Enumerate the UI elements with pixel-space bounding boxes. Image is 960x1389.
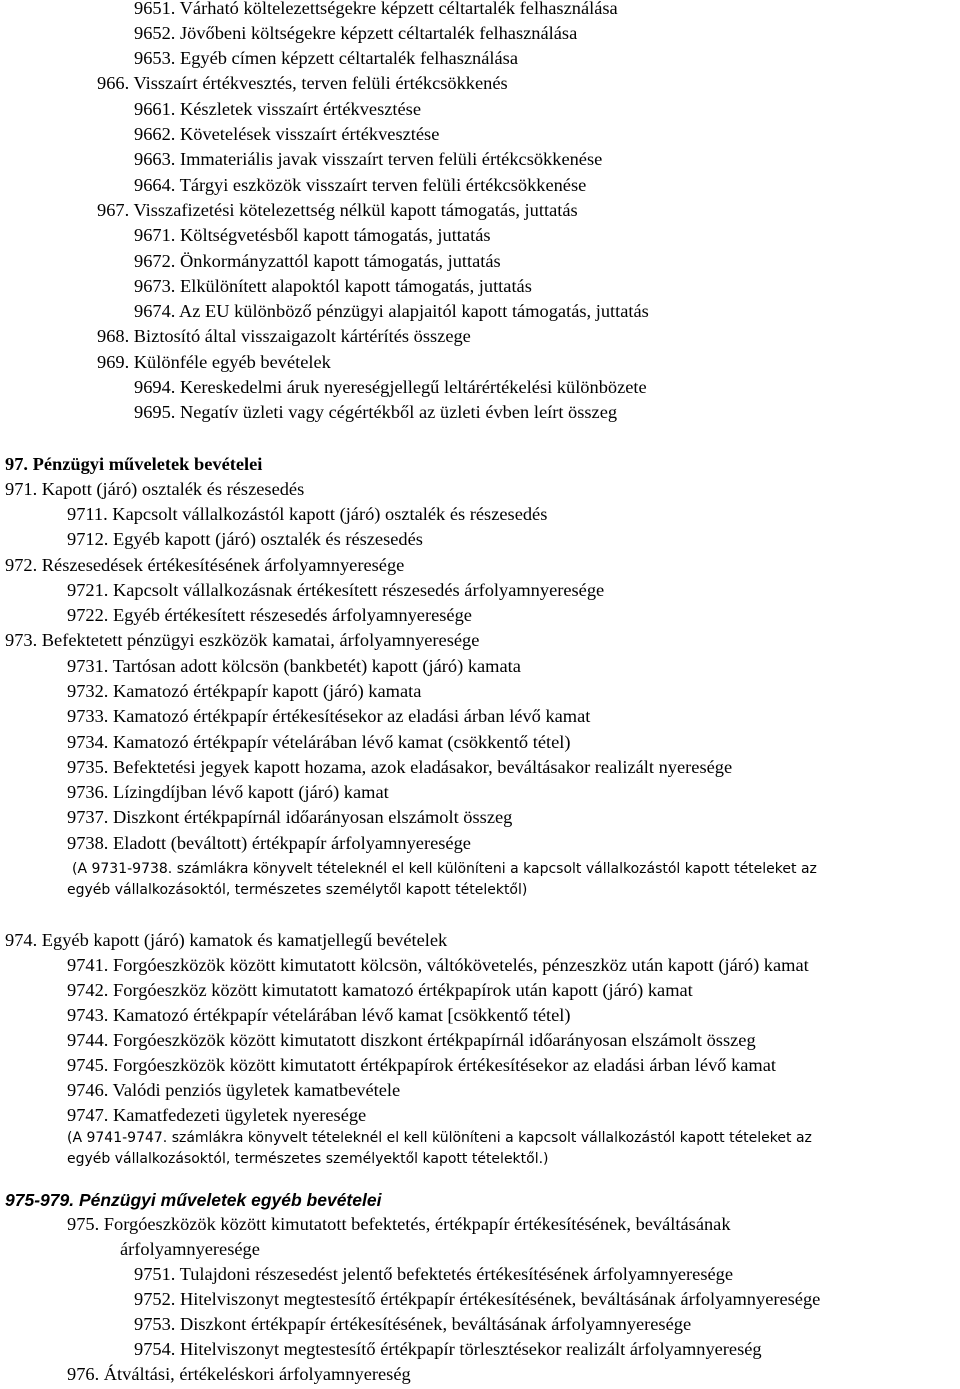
account-975: 975. Forgóeszközök között kimutatott befektetés, értékpapír értékesítésének, beváltásának: [67, 1214, 731, 1234]
account-9663: 9663. Immateriális javak visszaírt terven felüli értékcsökkenése: [134, 149, 603, 169]
account-9651: 9651. Várható költelezettségekre képzett céltartalék felhasználása: [134, 0, 618, 18]
account-9661: 9661. Készletek visszaírt értékvesztése: [134, 99, 421, 119]
account-9744: 9744. Forgóeszközök között kimutatott diszkont értékpapírnál időarányosan elszámolt összeg: [67, 1030, 756, 1050]
account-9753: 9753. Diszkont értékpapír értékesítésének, beváltásának árfolyamnyeresége: [134, 1314, 692, 1334]
account-976: 976. Átváltási, értékeléskori árfolyamnyereség: [67, 1364, 411, 1384]
account-971: 971. Kapott (járó) osztalék és részesedés: [5, 479, 305, 499]
account-9754: 9754. Hitelviszonyt megtestesítő értékpapír törlesztésekor realizált árfolyamnyereség: [134, 1339, 762, 1359]
account-966: 966. Visszaírt értékvesztés, terven felüli értékcsökkenés: [97, 73, 508, 93]
account-9653: 9653. Egyéb címen képzett céltartalék felhasználása: [134, 48, 518, 68]
account-975-continuation: árfolyamnyeresége: [120, 1239, 260, 1259]
account-9721: 9721. Kapcsolt vállalkozásnak értékesített részesedés árfolyamnyeresége: [67, 580, 605, 600]
account-9736: 9736. Lízingdíjban lévő kapott (járó) kamat: [67, 782, 389, 802]
account-9735: 9735. Befektetési jegyek kapott hozama, azok eladásakor, beváltásakor realizált nyeresége: [67, 757, 733, 777]
account-9671: 9671. Költségvetésből kapott támogatás, juttatás: [134, 225, 491, 245]
section-heading-975-979: 975-979. Pénzügyi műveletek egyéb bevételei: [5, 1190, 382, 1210]
account-9673: 9673. Elkülönített alapoktól kapott támogatás, juttatás: [134, 276, 532, 296]
account-9752: 9752. Hitelviszonyt megtestesítő értékpapír értékesítésének, beváltásának árfolyamnyeresége: [134, 1289, 821, 1309]
account-972: 972. Részesedések értékesítésének árfolyamnyeresége: [5, 555, 405, 575]
account-973: 973. Befektetett pénzügyi eszközök kamatai, árfolyamnyeresége: [5, 630, 480, 650]
account-9733: 9733. Kamatozó értékpapír értékesítésekor az eladási árban lévő kamat: [67, 706, 591, 726]
account-967: 967. Visszafizetési kötelezettség nélkül kapott támogatás, juttatás: [97, 200, 578, 220]
note-9731-9738-line2: egyéb vállalkozásoktól, természetes személytől kapott tételektől): [67, 882, 528, 898]
account-9674: 9674. Az EU különböző pénzügyi alapjaitól kapott támogatás, juttatás: [134, 301, 649, 321]
account-9731: 9731. Tartósan adott kölcsön (bankbetét) kapott (járó) kamata: [67, 656, 521, 676]
account-9742: 9742. Forgóeszköz között kimutatott kamatozó értékpapírok után kapott (járó) kamat: [67, 980, 693, 1000]
note-9741-9747-line2: egyéb vállalkozásoktól, természetes személyektől kapott tételektől.): [67, 1151, 549, 1167]
account-9711: 9711. Kapcsolt vállalkozástól kapott (járó) osztalék és részesedés: [67, 504, 548, 524]
account-9722: 9722. Egyéb értékesített részesedés árfolyamnyeresége: [67, 605, 472, 625]
account-968: 968. Biztosító által visszaigazolt kártérítés összege: [97, 326, 471, 346]
account-9737: 9737. Diszkont értékpapírnál időarányosan elszámolt összeg: [67, 807, 513, 827]
account-9694: 9694. Kereskedelmi áruk nyereségjellegű leltárértékelési különbözete: [134, 377, 647, 397]
account-9732: 9732. Kamatozó értékpapír kapott (járó) kamata: [67, 681, 422, 701]
account-974: 974. Egyéb kapott (járó) kamatok és kamatjellegű bevételek: [5, 930, 448, 950]
account-9734: 9734. Kamatozó értékpapír vételárában lévő kamat (csökkentő tétel): [67, 732, 571, 752]
account-9745: 9745. Forgóeszközök között kimutatott értékpapírok értékesítésekor az eladási árban lévő kamat: [67, 1055, 777, 1075]
account-9751: 9751. Tulajdoni részesedést jelentő befektetés értékesítésének árfolyamnyeresége: [134, 1264, 734, 1284]
account-9672: 9672. Önkormányzattól kapott támogatás, juttatás: [134, 251, 501, 271]
account-9664: 9664. Tárgyi eszközök visszaírt terven felüli értékcsökkenése: [134, 175, 587, 195]
account-9747: 9747. Kamatfedezeti ügyletek nyeresége: [67, 1105, 367, 1125]
account-9652: 9652. Jövőbeni költségekre képzett céltartalék felhasználása: [134, 23, 578, 43]
account-9743: 9743. Kamatozó értékpapír vételárában lévő kamat [csökkentő tétel): [67, 1005, 571, 1025]
note-9731-9738-line1: (A 9731-9738. számlákra könyvelt tételeknél el kell különíteni a kapcsolt vállalkozástól kapott tételeket az: [72, 861, 817, 877]
section-heading-97: 97. Pénzügyi műveletek bevételei: [5, 454, 263, 474]
account-9695: 9695. Negatív üzleti vagy cégértékből az üzleti évben leírt összeg: [134, 402, 618, 422]
account-9738: 9738. Eladott (beváltott) értékpapír árfolyamnyeresége: [67, 833, 471, 853]
account-969: 969. Különféle egyéb bevételek: [97, 352, 331, 372]
account-9662: 9662. Követelések visszaírt értékvesztése: [134, 124, 440, 144]
account-9712: 9712. Egyéb kapott (járó) osztalék és részesedés: [67, 529, 423, 549]
account-9741: 9741. Forgóeszközök között kimutatott kölcsön, váltókövetelés, pénzeszköz után kapott (járó) kamat: [67, 955, 809, 975]
account-9746: 9746. Valódi penziós ügyletek kamatbevétele: [67, 1080, 401, 1100]
note-9741-9747-line1: (A 9741-9747. számlákra könyvelt tételeknél el kell különíteni a kapcsolt vállalkozástól kapott tételeket az: [67, 1130, 812, 1146]
